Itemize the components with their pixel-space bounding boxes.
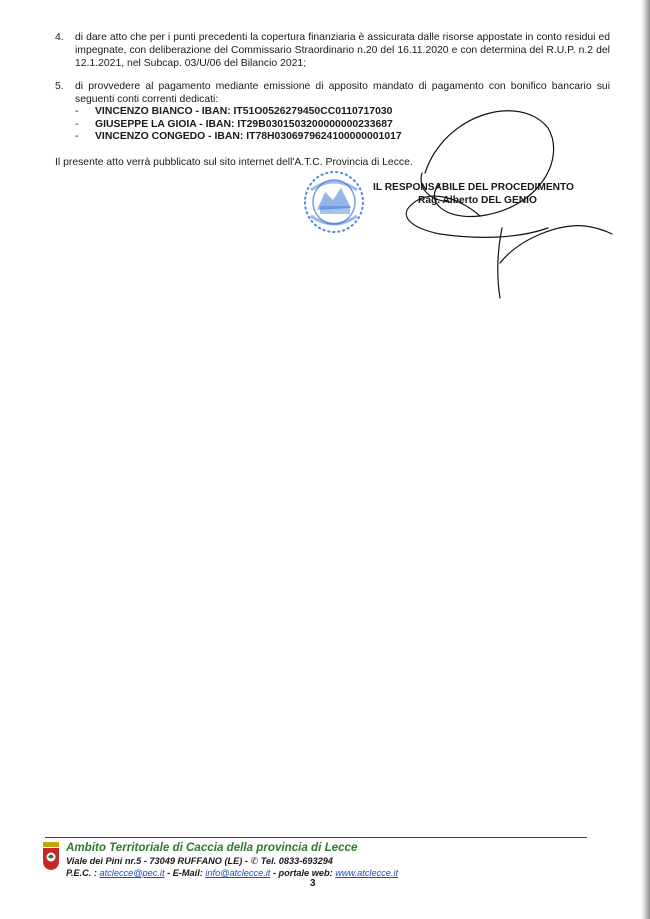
- scan-edge: [641, 0, 650, 919]
- iban-entry: - VINCENZO BIANCO - IBAN: IT51O0526279450CC0110717030: [75, 106, 393, 117]
- footer-contacts: P.E.C. : atclecce@pec.it - E-Mail: info@atclecce.it - portale web: www.atclecce.it: [66, 868, 399, 878]
- signatory-name: Rag. Alberto DEL GENIO: [418, 195, 537, 206]
- stamp-icon: [303, 170, 365, 234]
- closing-statement: Il presente atto verrà pubblicato sul sito internet dell'A.T.C. Provincia di Lecce.: [55, 157, 413, 168]
- footer-org: Ambito Territoriale di Caccia della provincia di Lecce: [66, 841, 358, 854]
- footer: [66, 840, 398, 879]
- item-number: 5.: [55, 81, 64, 92]
- website-link[interactable]: www.atclecce.it: [335, 868, 399, 878]
- footer-divider: [45, 837, 587, 838]
- email-link[interactable]: info@atclecce.it: [205, 868, 271, 878]
- footer-address: Viale dei Pini nr.5 - 73049 RUFFANO (LE) - ✆ Tel. 0833-693294: [66, 856, 333, 866]
- atc-logo-icon: [42, 841, 60, 871]
- handwritten-signature-icon: [370, 88, 620, 303]
- item-number: 4.: [55, 32, 64, 43]
- iban-entry: - GIUSEPPE LA GIOIA - IBAN: IT29B0301503200000000233687: [75, 118, 393, 130]
- item-text: di provvedere al pagamento mediante emissione di apposito mandato di pagamento con bonifico bancario sui seguenti conti correnti dedicati:: [75, 81, 610, 105]
- page-number: 3: [310, 878, 316, 889]
- pec-link[interactable]: atclecce@pec.it: [99, 868, 165, 878]
- item-text: di dare atto che per i punti precedenti la copertura finanziaria è assicurata dalle risorse appostate in conto residui ed impegnate, con deliberazione del Commissario Straordinario n.20 del 16.11.2020 e con determina del R.U.P. n.2 del 12.1.2021, nel Subcap. 03/U/06 del Bilancio 2021;: [75, 32, 610, 69]
- list-item-4: [55, 31, 610, 71]
- signatory-role: IL RESPONSABILE DEL PROCEDIMENTO: [373, 182, 574, 193]
- iban-entry: - VINCENZO CONGEDO - IBAN: IT78H0306979624100000001017: [75, 131, 402, 142]
